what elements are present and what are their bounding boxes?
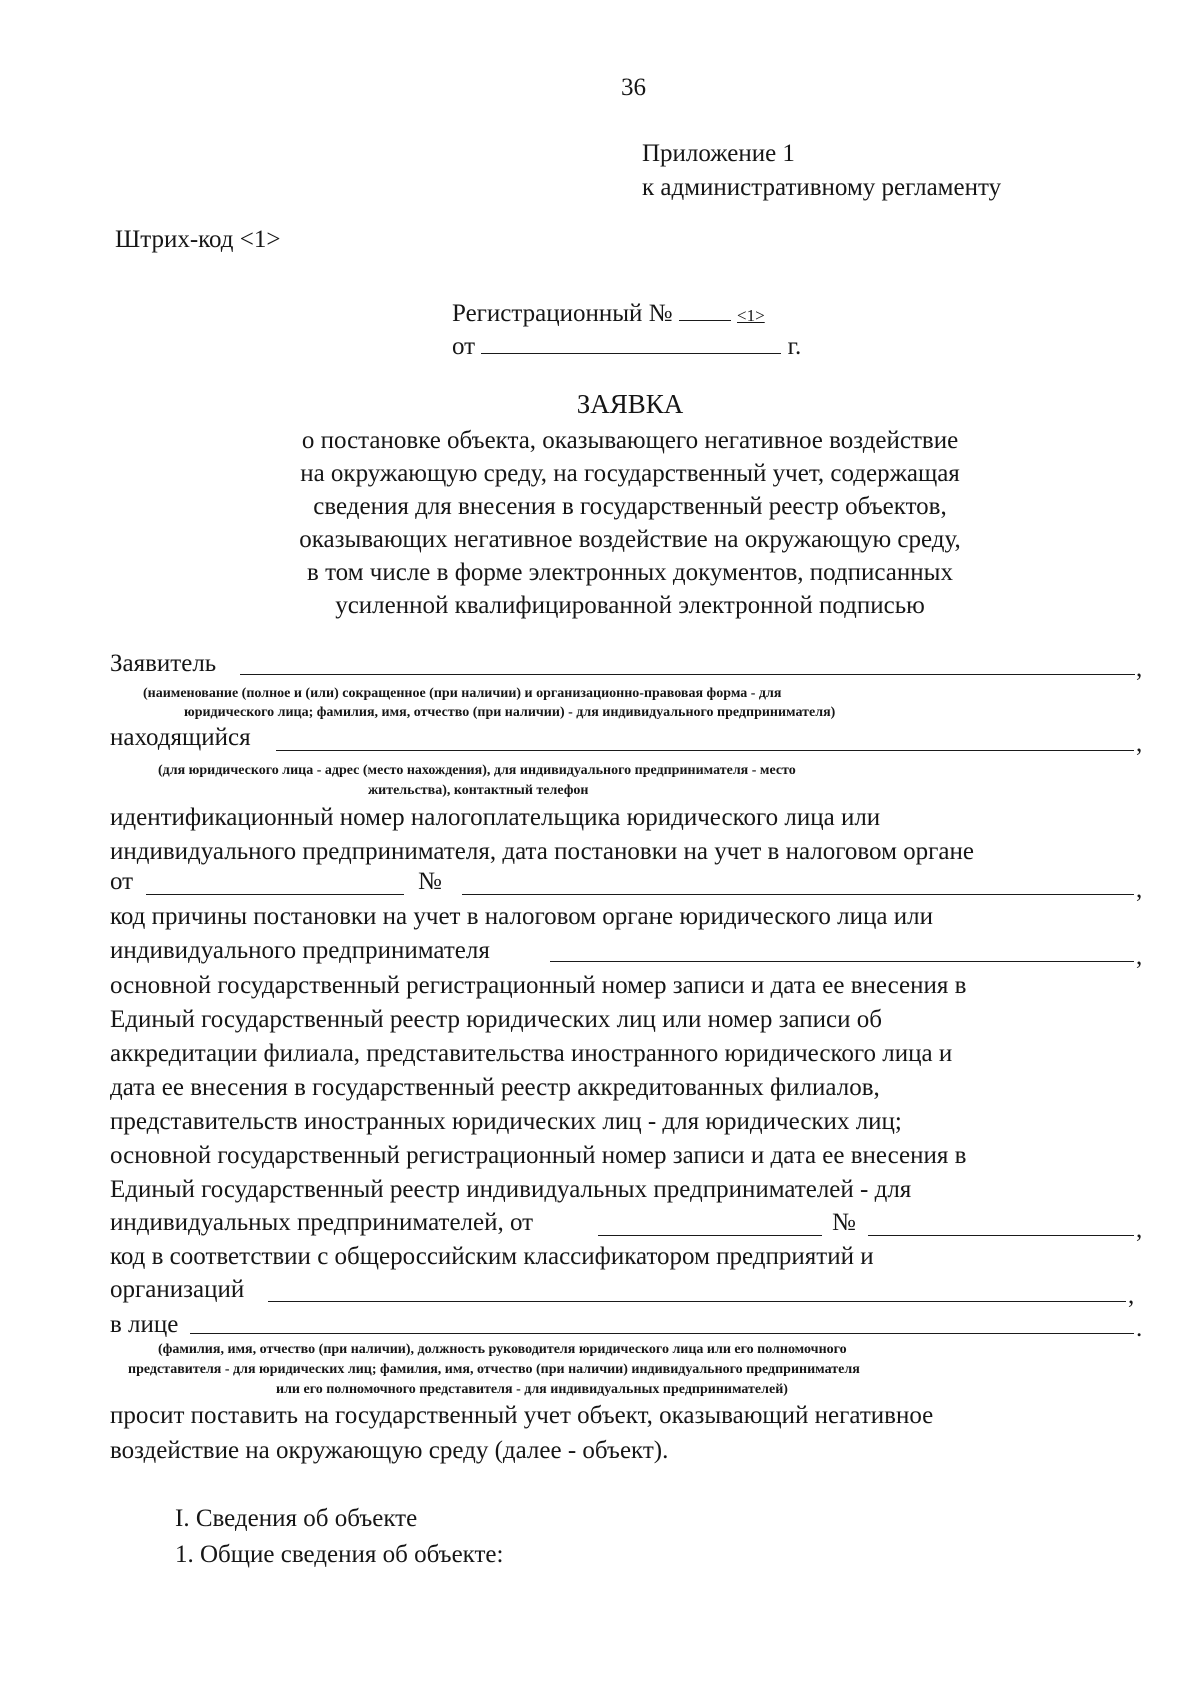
ogrn-line-7: Единый государственный реестр индивидуальных предпринимателей - для bbox=[110, 1176, 912, 1203]
kpp-line-1: код причины постановки на учет в налоговом органе юридического лица или bbox=[110, 903, 933, 930]
inn-date-field bbox=[146, 894, 404, 895]
located-hint-1: (для юридического лица - адрес (место нахождения), для индивидуального предпринимателя - место bbox=[158, 763, 796, 778]
ogrn-line-1: основной государственный регистрационный номер записи и дата ее внесения в bbox=[110, 972, 967, 999]
ogrnip-date-label: индивидуальных предпринимателей, от bbox=[110, 1209, 534, 1236]
located-label: находящийся bbox=[110, 724, 251, 751]
inn-date-label: от bbox=[110, 868, 134, 895]
ogrn-line-5: представительств иностранных юридических лиц - для юридических лиц; bbox=[110, 1108, 902, 1135]
barcode-label: Штрих-код <1> bbox=[115, 226, 281, 253]
person-label: в лице bbox=[110, 1311, 179, 1338]
appendix-line-1: Приложение 1 bbox=[642, 140, 795, 167]
registration-date-blank bbox=[481, 331, 781, 354]
okpo-line-1: код в соответствии с общероссийским классификатором предприятий и bbox=[110, 1243, 874, 1270]
title-subline-5: в том числе в форме электронных документов, подписанных bbox=[307, 559, 953, 586]
title-subline-2: на окружающую среду, на государственный учет, содержащая bbox=[300, 460, 960, 487]
comma: , bbox=[1136, 1216, 1143, 1243]
inn-line-1: идентификационный номер налогоплательщика юридического лица или bbox=[110, 804, 881, 831]
subsection-heading: 1. Общие сведения об объекте: bbox=[175, 1541, 504, 1568]
person-hint-3: или его полномочного представителя - для индивидуальных предпринимателей) bbox=[276, 1382, 788, 1397]
person-hint-1: (фамилия, имя, отчество (при наличии), должность руководителя юридического лица или его полномочного bbox=[158, 1342, 847, 1357]
title-subline-6: усиленной квалифицированной электронной подписью bbox=[335, 592, 925, 619]
registration-footnote: <1> bbox=[737, 306, 765, 325]
applicant-field bbox=[240, 674, 1135, 675]
section-heading: I. Сведения об объекте bbox=[175, 1505, 418, 1532]
page-number: 36 bbox=[621, 74, 646, 101]
comma: , bbox=[1128, 1282, 1135, 1309]
registration-number-blank bbox=[679, 298, 731, 321]
comma: , bbox=[1136, 730, 1143, 757]
ogrn-line-4: дата ее внесения в государственный реестр аккредитованных филиалов, bbox=[110, 1074, 880, 1101]
person-field bbox=[190, 1333, 1134, 1334]
title-subline-3: сведения для внесения в государственный реестр объектов, bbox=[313, 493, 947, 520]
located-field bbox=[276, 750, 1134, 751]
applicant-hint-2: юридического лица; фамилия, имя, отчество (при наличии) - для индивидуального предпринимателя) bbox=[184, 705, 836, 720]
title-subline-4: оказывающих негативное воздействие на окружающую среду, bbox=[299, 526, 961, 553]
registration-date-label: от bbox=[452, 333, 476, 360]
request-line-1: просит поставить на государственный учет объект, оказывающий негативное bbox=[110, 1402, 934, 1429]
appendix-line-2: к административному регламенту bbox=[642, 174, 1002, 201]
comma: , bbox=[1136, 943, 1143, 970]
ogrn-line-3: аккредитации филиала, представительства иностранного юридического лица и bbox=[110, 1040, 953, 1067]
ogrn-line-2: Единый государственный реестр юридических лиц или номер записи об bbox=[110, 1006, 882, 1033]
comma: , bbox=[1136, 876, 1143, 903]
located-hint-2: жительства), контактный телефон bbox=[368, 783, 589, 798]
person-hint-2: представителя - для юридических лиц; фамилия, имя, отчество (при наличии) индивидуального предпринимателя bbox=[128, 1362, 860, 1377]
inn-number-label: № bbox=[418, 868, 442, 895]
request-line-2: воздействие на окружающую среду (далее - объект). bbox=[110, 1437, 669, 1464]
okpo-field bbox=[268, 1301, 1126, 1302]
kpp-field bbox=[550, 961, 1134, 962]
registration-date-row bbox=[452, 331, 801, 363]
period: . bbox=[1136, 1315, 1143, 1342]
registration-number-label: Регистрационный № bbox=[452, 300, 673, 327]
kpp-line-2: индивидуального предпринимателя bbox=[110, 937, 490, 964]
inn-number-field bbox=[462, 894, 1134, 895]
inn-line-2: индивидуального предпринимателя, дата постановки на учет в налоговом органе bbox=[110, 838, 974, 865]
ogrnip-number-label: № bbox=[832, 1209, 856, 1236]
applicant-hint-1: (наименование (полное и (или) сокращенное (при наличии) и организационно-правовая форма - для bbox=[143, 686, 782, 701]
registration-year-suffix: г. bbox=[787, 333, 802, 360]
ogrnip-date-field bbox=[598, 1235, 822, 1236]
ogrn-line-6: основной государственный регистрационный номер записи и дата ее внесения в bbox=[110, 1142, 967, 1169]
applicant-label: Заявитель bbox=[110, 650, 217, 677]
title-subline-1: о постановке объекта, оказывающего негативное воздействие bbox=[301, 427, 959, 454]
document-title: ЗАЯВКА bbox=[576, 389, 684, 419]
okpo-label: организаций bbox=[110, 1276, 245, 1303]
ogrnip-number-field bbox=[868, 1235, 1134, 1236]
comma: , bbox=[1136, 655, 1143, 682]
registration-number-row bbox=[452, 298, 765, 332]
